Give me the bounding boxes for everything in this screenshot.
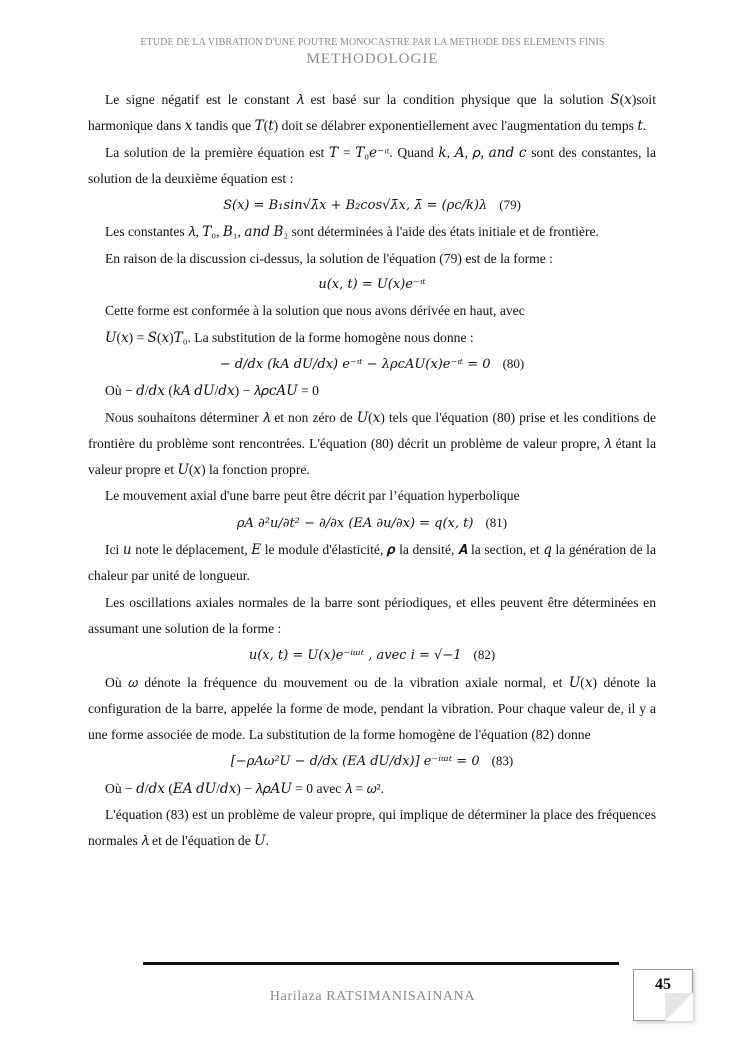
paragraph: Les oscillations axiales normales de la barre sont périodiques, et elles peuvent être déterminées en assumant une solution de la forme : xyxy=(88,594,656,636)
equation-u xyxy=(88,272,656,298)
running-header: ETUDE DE LA VIBRATION D'UNE POUTRE MONOCASTRE PAR LA METHODE DES ELEMENTS FINIS xyxy=(140,37,605,48)
paragraph: Le mouvement axial d'une barre peut être décrit par l’équation hyperbolique xyxy=(105,488,520,504)
paragraph: Où − 𝑑/𝑑𝑥 (𝐸𝐴 𝑑𝑈/𝑑𝑥) − 𝜆𝜌𝐴𝑈 = 0 avec 𝜆 = 𝜔². xyxy=(105,780,384,796)
paragraph: L'équation (83) est un problème de valeur propre, qui implique de déterminer la place des fréquences normales 𝜆 et de l'équation de 𝑈. xyxy=(88,807,656,849)
paragraph: Cette forme est conformée à la solution que nous avons dérivée en haut, avec xyxy=(105,303,525,319)
equation-expr: 𝜌𝐴 ∂²𝑢/∂𝑡² − ∂/∂𝑥 (𝐸𝐴 ∂𝑢/∂𝑥) = 𝑞(𝑥, 𝑡) xyxy=(236,515,474,531)
equation-expr: 𝑢(𝑥, 𝑡) = 𝑈(𝑥)𝑒⁻ᶥᵗ xyxy=(318,277,426,293)
paragraph: Nous souhaitons déterminer 𝜆 et non zéro de 𝑈(𝑥) tels que l'équation (80) prise et les conditions de frontière du problème sont rencontrées. L'équation (80) décrit un problème de valeur propre, 𝜆 étant la valeur propre et 𝑈(𝑥) la fonction propre. xyxy=(88,409,656,478)
equation-number: (82) xyxy=(473,647,496,663)
footer-author: Harilaza RATSIMANISAINANA xyxy=(269,989,476,1004)
equation-number: (79) xyxy=(499,197,521,213)
paragraph: La solution de la première équation est 𝑇 = 𝑇₀𝑒⁻ᶥᵗ. Quand 𝑘, 𝐴, 𝜌, 𝑎𝑛𝑑 𝑐 sont des constantes, la solution de la deuxième équation est : xyxy=(88,144,656,186)
equation-79 xyxy=(88,192,656,219)
equation-expr: 𝑆(𝑥) = 𝐵₁𝑠𝑖𝑛√λ̄𝑥 + 𝐵₂𝑐𝑜𝑠√λ̄𝑥, λ̄ = (𝜌𝑐/𝑘)𝜆 xyxy=(223,198,488,214)
equation-number: (80) xyxy=(502,355,525,371)
paragraph: Le signe négatif est le constant 𝜆 est basé sur la condition physique que la solution 𝑆(𝑥)soit harmonique dans 𝑥 tandis que 𝑇(𝑡) doit se délabrer exponentiellement avec l'augmentation du temps 𝑡. xyxy=(88,92,656,134)
equation-81 xyxy=(88,510,656,537)
paragraph: En raison de la discussion ci-dessus, la solution de l'équation (79) est de la forme : xyxy=(105,250,553,266)
paragraph: Où − 𝑑/𝑑𝑥 (𝑘𝐴 𝑑𝑈/𝑑𝑥) − 𝜆𝜌𝑐𝐴𝑈 = 0 xyxy=(105,383,319,399)
paragraph: Ici 𝑢 note le déplacement, 𝐸 le module d'élasticité, 𝝆 la densité, 𝑨 la section, et 𝑞 la génération de la chaleur par unité de longueur. xyxy=(88,542,656,584)
equation-83 xyxy=(88,748,656,775)
equation-expr: − 𝑑/𝑑𝑥 (𝑘𝐴 𝑑𝑈/𝑑𝑥) 𝑒⁻ᶥᵗ − 𝜆𝜌𝑐𝐴𝑈(𝑥)𝑒⁻ᶥᵗ = 0 xyxy=(219,356,491,372)
equation-number: (83) xyxy=(491,753,514,769)
equation-80 xyxy=(88,351,656,378)
equation-expr: [−𝜌𝐴𝜔²𝑈 − 𝑑/𝑑𝑥 (𝐸𝐴 𝑑𝑈/𝑑𝑥)] 𝑒⁻ⁱᵚᵗ = 0 xyxy=(230,754,480,770)
equation-number: (81) xyxy=(485,514,508,530)
page-number: 45 xyxy=(655,976,671,993)
paragraph: Les constantes 𝜆, 𝑇₀, 𝐵₁, 𝑎𝑛𝑑 𝐵₂ sont déterminées à l'aide des états initiale et de frontière. xyxy=(105,224,599,240)
footer-rule xyxy=(143,962,619,965)
equation-expr: 𝑢(𝑥, 𝑡) = 𝑈(𝑥)𝑒⁻ⁱᵚᵗ , avec 𝑖 = √−1 xyxy=(248,648,462,664)
paragraph: 𝑈(𝑥) = 𝑆(𝑥)𝑇₀. La substitution de la forme homogène nous donne : xyxy=(105,329,474,345)
equation-82 xyxy=(88,642,656,669)
page-body xyxy=(88,87,656,855)
paragraph: Où 𝜔 dénote la fréquence du mouvement ou de la vibration axiale normal, et 𝑈(𝑥) dénote la configuration de la barre, appelée la forme de mode, pendant la vibration. Pour chaque valeur de, il y a une forme associée de mode. La substitution de la forme homogène de l'équation (82) donne xyxy=(88,674,656,743)
section-title: METHODOLOGIE xyxy=(306,51,439,67)
